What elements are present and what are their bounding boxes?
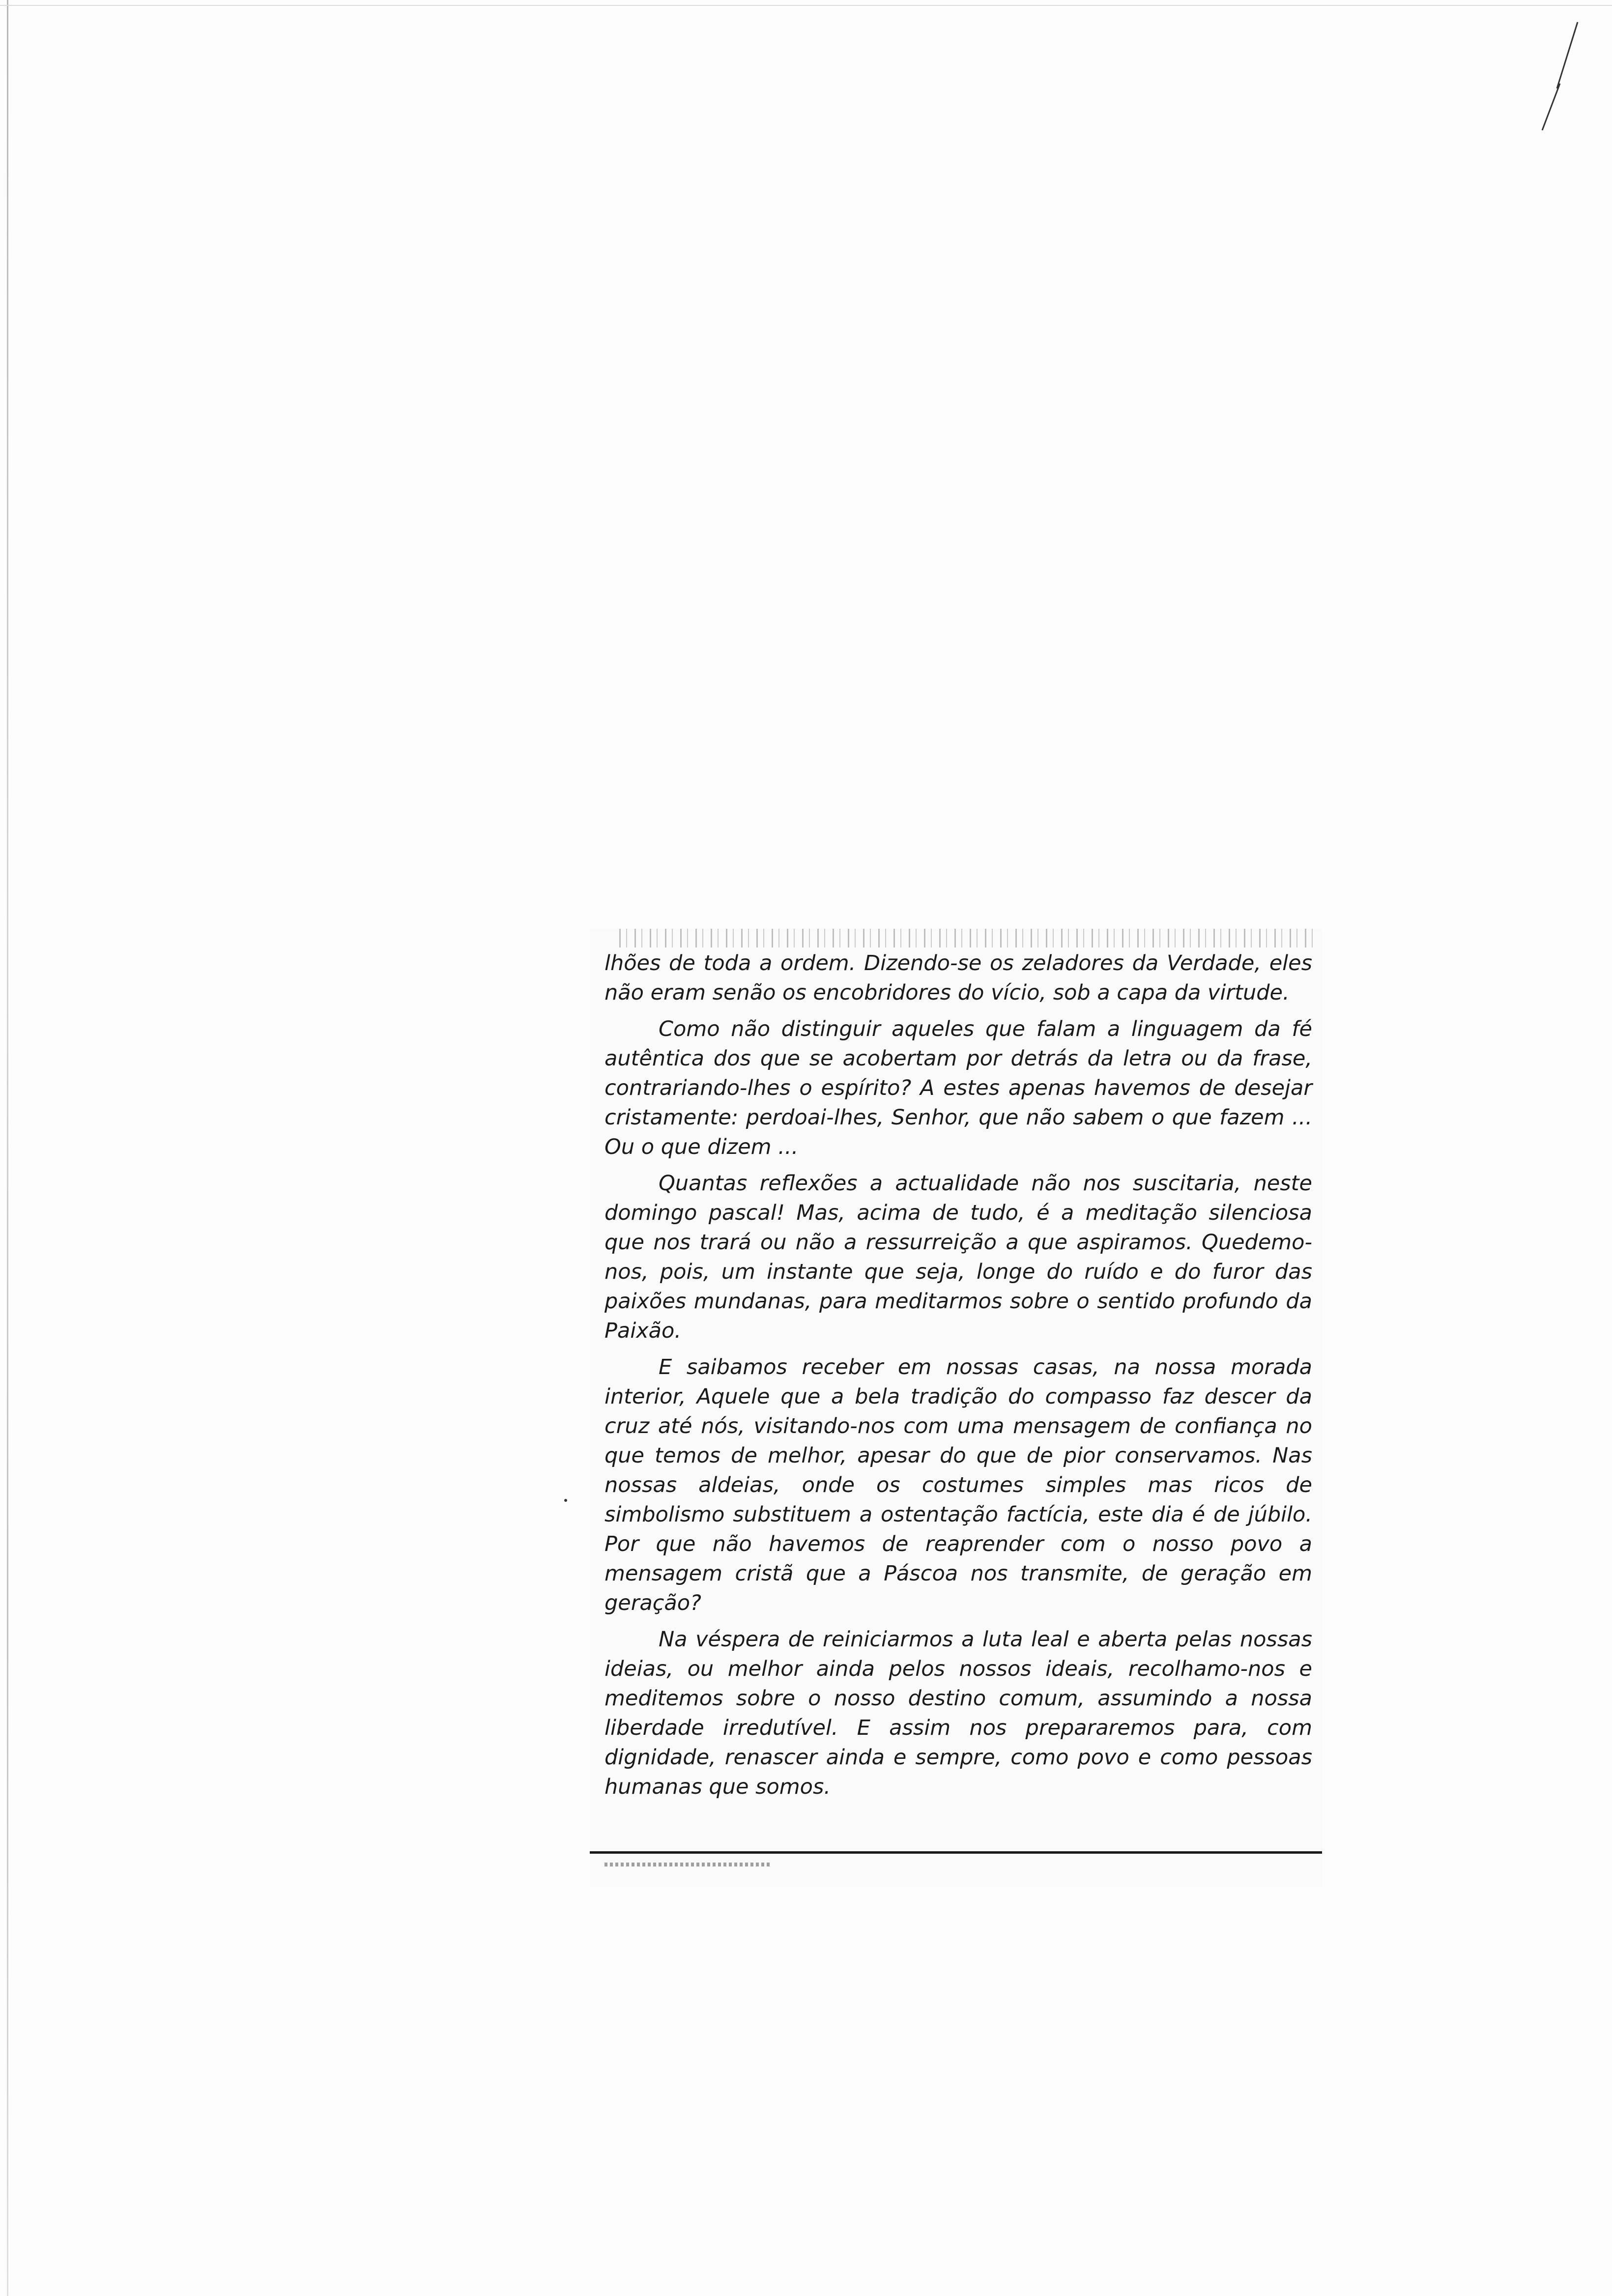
pencil-mark xyxy=(1538,20,1583,133)
paragraph: Na véspera de reiniciarmos a luta leal e aberta pelas nossas ideias, ou melhor ainda pelos nossos ideais, recolhamo-nos e meditemos sobre o nosso destino comum, assumindo a nossa liberdade irredutível. E assim nos prepararemos para, com dignidade, renascer ainda e sempre, como povo e como pessoas humanas que somos. xyxy=(604,1627,1312,1799)
paragraph: E saibamos receber em nossas casas, na nossa morada interior, Aquele que a bela tradição do compasso faz descer da cruz até nós, visitando-nos com uma mensagem de confiança no que temos de melhor, apesar do que de pior conservamos. Nas nossas aldeias, onde os costumes simples mas ricos de simbolismo substituem a ostentação factícia, este dia é de júbilo. Por que não havemos de reaprender com o nosso povo a mensagem cristã que a Páscoa nos transmite, de geração em geração? xyxy=(604,1355,1312,1615)
paragraph: Quantas reflexões a actualidade não nos suscitaria, neste domingo pascal! Mas, acima de tudo, é a meditação silenciosa que nos trará ou não a ressurreição a que aspiramos. Quedemo-nos, pois, um instante que seja, longe do ruído e do furor das paixões mundanas, para meditarmos sobre o sentido profundo da Paixão. xyxy=(604,1171,1312,1343)
paragraph: lhões de toda a ordem. Dizendo-se os zeladores da Verdade, eles não eram senão os encobridores do vício, sob a capa da virtude. xyxy=(604,951,1312,1005)
clipping-torn-top xyxy=(619,929,1317,947)
bottom-rule xyxy=(590,1851,1322,1854)
paragraph: Como não distinguir aqueles que falam a linguagem da fé autêntica dos que se acobertam por detrás da letra ou da frase, contrariando-lhes o espírito? A estes apenas havemos de desejar cristamente: perdoai-lhes, Senhor, que não sabem o que fazem ... Ou o que dizem ... xyxy=(604,1017,1312,1159)
page-top-edge xyxy=(0,5,1612,6)
article-body xyxy=(604,948,1312,1808)
scan-speck xyxy=(564,1499,567,1502)
clipping-bottom-scrap xyxy=(604,1863,772,1866)
page-left-edge xyxy=(7,0,8,2296)
newspaper-clipping xyxy=(590,929,1322,1887)
